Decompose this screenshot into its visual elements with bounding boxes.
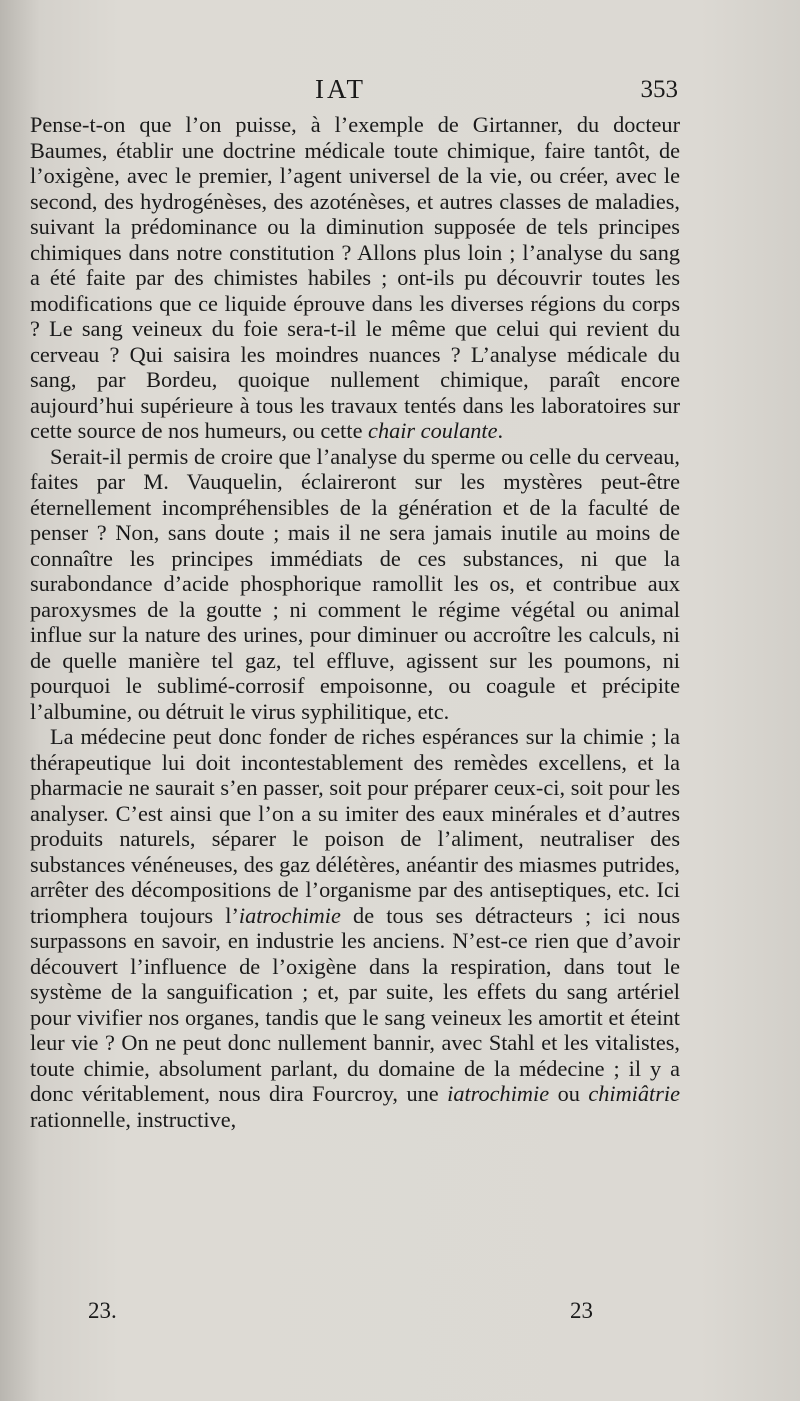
text-run: rationnelle, instructive, <box>30 1106 237 1132</box>
running-head: IAT <box>315 74 366 104</box>
italic-text: iatrochimie <box>447 1081 550 1106</box>
text-run: Serait-il permis de croire que l’analyse du sperme ou celle du cerveau, faites par M. Vauquelin, éclaireront sur les mystères peut-être éternellement incompréhensibles de la génération et de la faculté de penser ? Non, sans doute ; mais il ne sera jamais inutile au moins de connaître les principes immédiats de ces substances, ni que la surabondance d’acide phosphorique ramollit les os, et contribue aux paroxysmes de la goutte ; ni comment le régime végétal ou animal influe sur la nature des urines, pour diminuer ou accroître les calculs, ni de quelle manière tel gaz, tel effluve, agissent sur les poumons, ni pourquoi le sublimé-corrosif empoisonne, ou coagule et précipite l’albumine, ou détruit le virus syphilitique, etc. <box>30 443 680 724</box>
italic-text: chimiâtrie <box>588 1081 680 1106</box>
page-number: 353 <box>640 76 678 103</box>
text-run: de tous ses détracteurs ; ici nous surpassons en savoir, en industrie les anciens. N’est-ce rien que d’avoir découvert l’influence de l’oxigène dans la respiration, dans tout le système de la sanguification ; et, par suite, les effets du sang artériel pour vivifier nos organes, tandis que le sang veineux les amortit et éteint leur vie ? On ne peut donc nullement bannir, avec Stahl et les vitalistes, toute chimie, absolument parlant, du domaine de la médecine ; il y a donc véritablement, nous dira Fourcroy, une <box>30 902 680 1106</box>
body-text <box>30 112 680 1132</box>
signature-mark-left: 23. <box>88 1298 117 1323</box>
text-run: . <box>497 418 504 443</box>
paragraph <box>30 724 680 1132</box>
paragraph <box>30 112 680 444</box>
paragraph <box>30 444 680 725</box>
italic-text: chair coulante <box>368 418 498 443</box>
page-header <box>0 74 800 114</box>
page-footer <box>0 1298 800 1328</box>
signature-mark-right: 23 <box>570 1298 593 1323</box>
text-run: ou <box>549 1081 589 1106</box>
text-run: La médecine peut donc fonder de riches espérances sur la chimie ; la thérapeutique lui doit incontestablement des remèdes excellens, et la pharmacie ne saurait s’en passer, soit pour préparer ceux-ci, soit pour les analyser. C’est ainsi que l’on a su imiter des eaux minérales et d’autres produits naturels, séparer le poison de l’aliment, neutraliser des substances vénéneuses, des gaz délétères, anéantir des miasmes putrides, arrêter des décompositions de l’organisme par des antiseptiques, etc. Ici triomphera toujours l’ <box>30 724 680 928</box>
italic-text: iatrochimie <box>238 902 341 928</box>
text-run: Pense-t-on que l’on puisse, à l’exemple de Girtanner, du docteur Baumes, établir une doctrine médicale toute chimique, faire tantôt, de l’oxigène, avec le premier, l’agent universel de la vie, ou créer, avec le second, des hydrogénèses, des azoténèses, et autres classes de maladies, suivant la prédominance ou la diminution supposée de tels principes chimiques dans notre constitution ? Allons plus loin ; l’analyse du sang a été faite par des chimistes habiles ; ont-ils pu découvrir toutes les modifications que ce liquide éprouve dans les diverses régions du corps ? Le sang veineux du foie sera-t-il le même que celui qui revient du cerveau ? Qui saisira les moindres nuances ? L’analyse médicale du sang, par Bordeu, quoique nullement chimique, paraît encore aujourd’hui supérieure à tous les travaux tentés dans les laboratoires sur cette source de nos humeurs, ou cette <box>30 112 680 443</box>
